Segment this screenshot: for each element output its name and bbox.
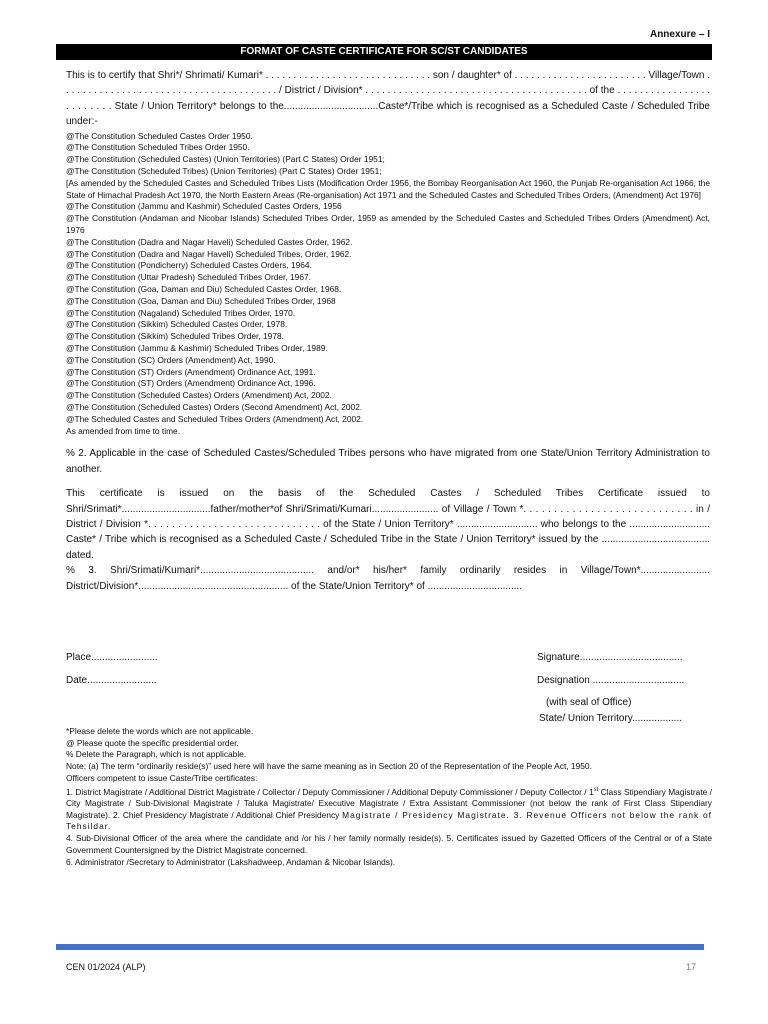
footnotes — [66, 726, 712, 868]
order-item: @The Constitution (Andaman and Nicobar Islands) Scheduled Tribes Order, 1959 as amended by the Scheduled Castes and Scheduled Tribes Orders (Amendment) Act, 1976 — [66, 213, 710, 235]
order-item: @The Constitution (Dadra and Nagar Haveli) Scheduled Tribes, Order, 1962. — [66, 248, 352, 259]
designation-field: Designation ................................. — [537, 675, 685, 686]
date-field: Date......................... — [66, 675, 157, 686]
signature-field: Signature..................................... — [537, 652, 683, 663]
order-item: @The Constitution (SC) Orders (Amendment) Act, 1990. — [66, 354, 276, 365]
note-officers-heading: Officers competent to issue Caste/Tribe certificates: — [66, 772, 258, 783]
residence-paragraph: % 3. Shri/Srimati/Kumari*......................................... and/or* his/her* family ordinarily resides in Village/Town*......................... District/Division*...................................................... of the State/Union Territory* of .................................. — [66, 565, 710, 592]
order-item: @The Constitution (Nagaland) Scheduled Tribes Order, 1970. — [66, 307, 296, 318]
place-field: Place........................ — [66, 652, 158, 663]
order-item: [As amended by the Scheduled Castes and Scheduled Tribes Lists (Modification Order 1956, the Bombay Reorganisation Act 1960, the Punjab Re-organisation Act 1966, the State of Himachal Pradesh Act 1970, the North Eastern Areas (Re-organisation) Act 1971 and the Scheduled Castes and Scheduled Tribes Orders, (Amendment) Act 1976] — [66, 177, 710, 200]
order-item: @The Constitution Scheduled Tribes Order 1950. — [66, 142, 250, 153]
order-item: @The Constitution Scheduled Castes Order 1950. — [66, 130, 253, 141]
certificate-body — [66, 68, 710, 594]
order-item: @The Constitution (Jammu and Kashmir) Scheduled Castes Orders, 1956 — [66, 201, 342, 212]
note-ordinarily-reside: Note: (a) The term “ordinarily reside(s)” used here will have the same meaning as in Section 20 of the Representation of the People Act, 1950. — [66, 761, 592, 772]
annexure-label: Annexure – I — [649, 29, 710, 40]
footer-bar — [56, 944, 704, 950]
orders-list — [66, 131, 710, 438]
order-item: @The Constitution (ST) Orders (Amendment) Ordinance Act, 1991. — [66, 366, 316, 377]
migration-paragraph: % 2. Applicable in the case of Scheduled Castes/Scheduled Tribes persons who have migrated from one State/Union Territory Administration to another. — [66, 448, 710, 475]
order-item: @The Constitution (Scheduled Tribes) (Union Territories) (Part C States) Order 1951; — [66, 166, 382, 177]
order-item: @The Constitution (Scheduled Castes) Orders (Second Amendment) Act, 2002. — [66, 401, 363, 412]
page-number: 17 — [686, 962, 697, 972]
order-item: @The Constitution (Sikkim) Scheduled Castes Order, 1978. — [66, 319, 288, 330]
note-administrator: 6. Administrator /Secretary to Administrator (Lakshadweep, Andaman & Nicobar Islands). — [66, 856, 396, 867]
order-item: @The Constitution (Jammu & Kashmir) Scheduled Tribes Order, 1989. — [66, 342, 328, 353]
document-title: FORMAT OF CASTE CERTIFICATE FOR SC/ST CANDIDATES — [56, 44, 712, 60]
order-item: @The Constitution (Sikkim) Scheduled Tribes Order, 1978. — [66, 331, 284, 342]
seal-note: (with seal of Office) — [546, 697, 632, 708]
note-delete-paragraph: % Delete the Paragraph, which is not applicable. — [66, 749, 247, 760]
order-item: @The Constitution (Scheduled Castes) (Union Territories) (Part C States) Order 1951; — [66, 154, 385, 165]
order-item: @The Scheduled Castes and Scheduled Tribes Orders (Amendment) Act, 2002. — [66, 413, 364, 424]
note-officers-list: 1. District Magistrate / Additional District Magistrate / Collector / Deputy Commissioner / Additional Deputy Commissioner / Deputy Collector / 1st Class Stipendiary Magistrate / City Magistrate / Sub-Divisional Magistrate / Taluka Magistrate/ Executive Magistrate / Extra Assistant Commissioner (not below the rank of First Class Stipendiary Magistrate). 2. Chief Presidency Magistrate / Additional Chief Presidency Magistrate / Presidency Magistrate. 3. Revenue Officers not below the rank of Tehsildar. — [66, 786, 712, 832]
order-item: @The Constitution (Uttar Pradesh) Scheduled Tribes Order, 1967. — [66, 272, 311, 283]
document-code: CEN 01/2024 (ALP) — [66, 962, 146, 972]
note-presidential-order: @ Please quote the specific presidential order. — [66, 737, 239, 748]
order-item: @The Constitution (Dadra and Nagar Haveli) Scheduled Castes Order, 1962. — [66, 236, 353, 247]
basis-paragraph: This certificate is issued on the basis of the Scheduled Castes / Scheduled Tribes Certificate issued to Shri/Srimati*................................father/mother*of Shri/Srimati/Kumari........................ of Village / Town *. . . . . . . . . . . . . . . . . . . . . . . . . . . . in / District / Division *. . . . . . . . . . . . . . . . . . . . . . . . . . . . . of the State / Union Territory* ............................. who belongs to the ............................. Caste* / Tribe which is recognised as a Scheduled Caste / Scheduled Tribe in the State / Union Territory* issued by the ....................................... dated. — [66, 488, 710, 561]
order-item: As amended from time to time. — [66, 425, 181, 436]
note-sub-divisional: 4. Sub-Divisional Officer of the area where the candidate and /or his / her family normally reside(s). 5. Certificates issued by Gazetted Officers of the Central or of a State Government Countersigned by the District Magistrate concerned. — [66, 833, 712, 855]
intro-paragraph: This is to certify that Shri*/ Shrimati/ Kumari* . . . . . . . . . . . . . . . . . . . . . . . . . . . . . . son / daughter* of . . . . . . . . . . . . . . . . . . . . . . . . Village/Town . . . . . . . . . . . . . . . . . . . . . . . . . . . . . . . . . . . . . . . / District / Division* . . . . . . . . . . . . . . . . . . . . . . . . . . . . . . . . . . . . . . . . of the . . . . . . . . . . . . . . . . . . . . . . . . . State / Union Territory* belongs to the..................................Caste*/Tribe which is recognised as a Scheduled Caste / Scheduled Tribe under:- — [66, 70, 710, 128]
order-item: @The Constitution (Goa, Daman and Diu) Scheduled Tribes Order, 1968 — [66, 295, 336, 306]
note-delete-words: *Please delete the words which are not applicable. — [66, 726, 254, 736]
order-item: @The Constitution (ST) Orders (Amendment) Ordinance Act, 1996. — [66, 378, 316, 389]
order-item: @The Constitution (Pondicherry) Scheduled Castes Orders, 1964. — [66, 260, 312, 271]
order-item: @The Constitution (Scheduled Castes) Orders (Amendment) Act, 2002. — [66, 390, 332, 401]
state-ut-field: State/ Union Territory.................. — [539, 713, 683, 724]
order-item: @The Constitution (Goa, Daman and Diu) Scheduled Castes Order, 1968. — [66, 283, 342, 294]
